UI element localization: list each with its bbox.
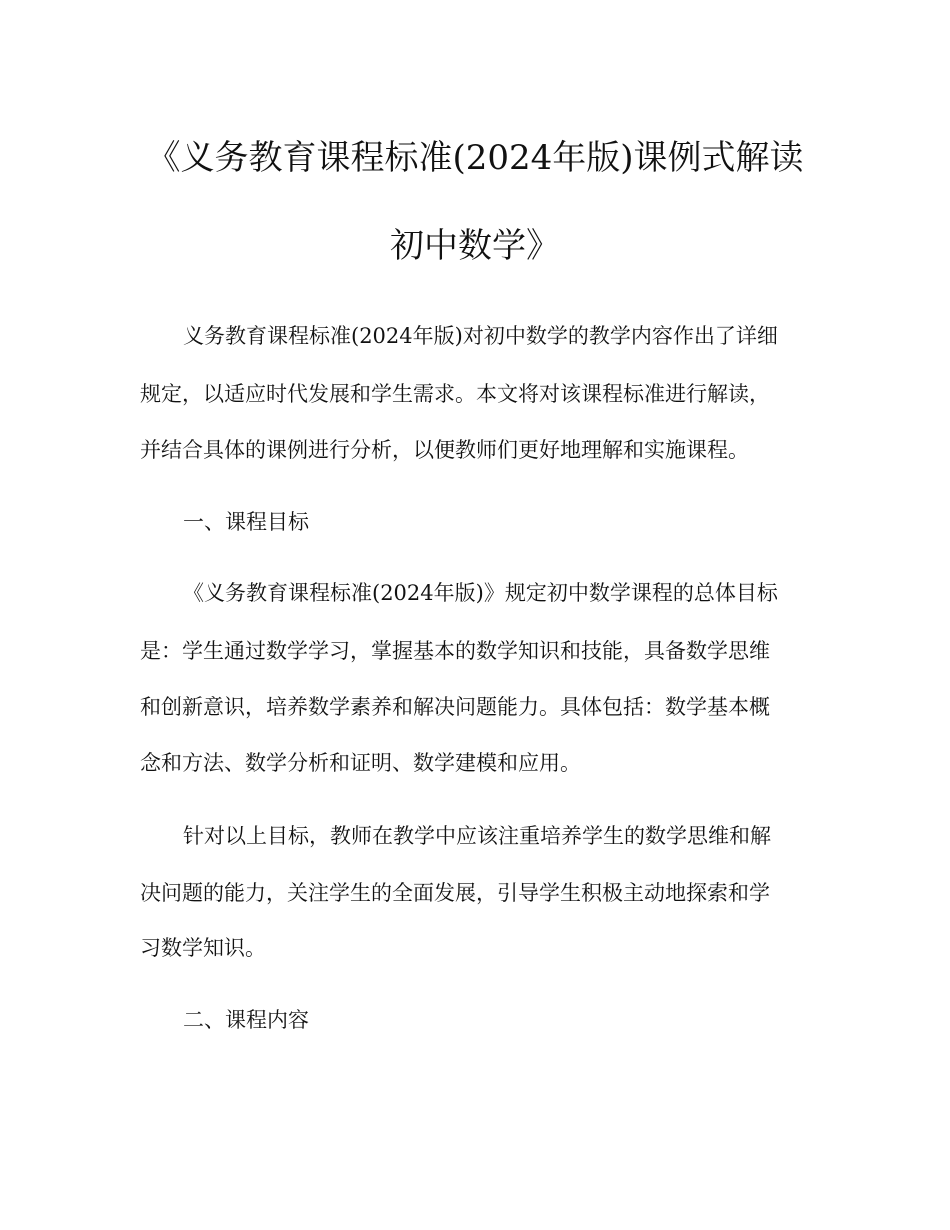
paragraph-3-line-1: 针对以上目标，教师在教学中应该注重培养学生的数学思维和解 (183, 824, 771, 848)
document-title-line-2: 初中数学》 (390, 226, 560, 266)
paragraph-2-line-2: 是：学生通过数学学习，掌握基本的数学知识和技能，具备数学思维 (140, 639, 770, 663)
document-title-line-1: 《义务教育课程标准(2024年版)课例式解读 (146, 138, 804, 178)
paragraph-1-line-3: 并结合具体的课例进行分析，以便教师们更好地理解和实施课程。 (140, 438, 749, 462)
paragraph-3-line-2: 决问题的能力，关注学生的全面发展，引导学生积极主动地探索和学 (140, 881, 770, 905)
paragraph-3-line-3: 习数学知识。 (140, 936, 266, 960)
paragraph-1-line-2: 规定，以适应时代发展和学生需求。本文将对该课程标准进行解读， (140, 382, 770, 406)
paragraph-1-line-1: 义务教育课程标准(2024年版)对初中数学的教学内容作出了详细 (183, 324, 778, 348)
paragraph-2-line-4: 念和方法、数学分析和证明、数学建模和应用。 (140, 751, 581, 775)
section-heading-2: 二、课程内容 (183, 1008, 309, 1032)
paragraph-2-line-3: 和创新意识，培养数学素养和解决问题能力。具体包括：数学基本概 (140, 695, 770, 719)
paragraph-2-line-1: 《义务教育课程标准(2024年版)》规定初中数学课程的总体目标 (183, 581, 778, 605)
section-heading-1: 一、课程目标 (183, 510, 309, 534)
